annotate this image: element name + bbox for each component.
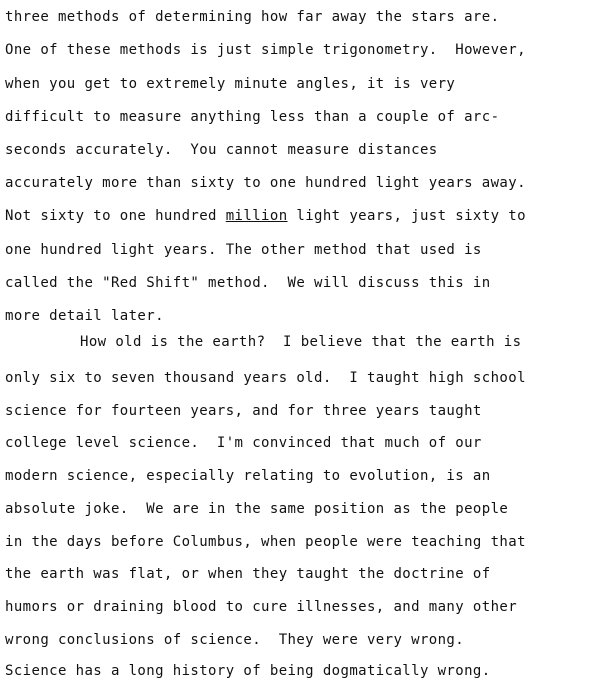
text-line: seconds accurately. You cannot measure distances (5, 142, 438, 158)
text-line: called the "Red Shift" method. We will discuss this in (5, 275, 491, 291)
text-line: modern science, especially relating to evolution, is an (5, 468, 491, 484)
text-line (5, 205, 526, 227)
text-line: difficult to measure anything less than a couple of arc- (5, 109, 500, 125)
text-line: in the days before Columbus, when people were teaching that (5, 534, 526, 550)
text-line: One of these methods is just simple trigonometry. However, (5, 42, 526, 58)
text-line: wrong conclusions of science. They were very wrong. (5, 632, 465, 648)
text-line: accurately more than sixty to one hundred light years away. (5, 175, 526, 191)
text-line: absolute joke. We are in the same position as the people (5, 501, 509, 517)
text-line: more detail later. (5, 308, 164, 324)
paragraph-start-line: How old is the earth? I believe that the earth is (80, 334, 522, 350)
text-line: the earth was flat, or when they taught the doctrine of (5, 566, 491, 582)
text-line: one hundred light years. The other method that used is (5, 242, 482, 258)
text-line: science for fourteen years, and for three years taught (5, 403, 482, 419)
underlined-word: million (225, 208, 288, 224)
text-line: three methods of determining how far away the stars are. (5, 9, 500, 25)
text-segment: light years, just sixty to (287, 208, 526, 224)
text-segment: Not sixty to one hundred (5, 208, 226, 224)
text-line: college level science. I'm convinced that much of our (5, 435, 482, 451)
text-line: when you get to extremely minute angles, it is very (5, 76, 456, 92)
text-line: humors or draining blood to cure illnesses, and many other (5, 599, 518, 615)
text-line: Science has a long history of being dogmatically wrong. (5, 663, 491, 679)
text-line: only six to seven thousand years old. I taught high school (5, 370, 526, 386)
